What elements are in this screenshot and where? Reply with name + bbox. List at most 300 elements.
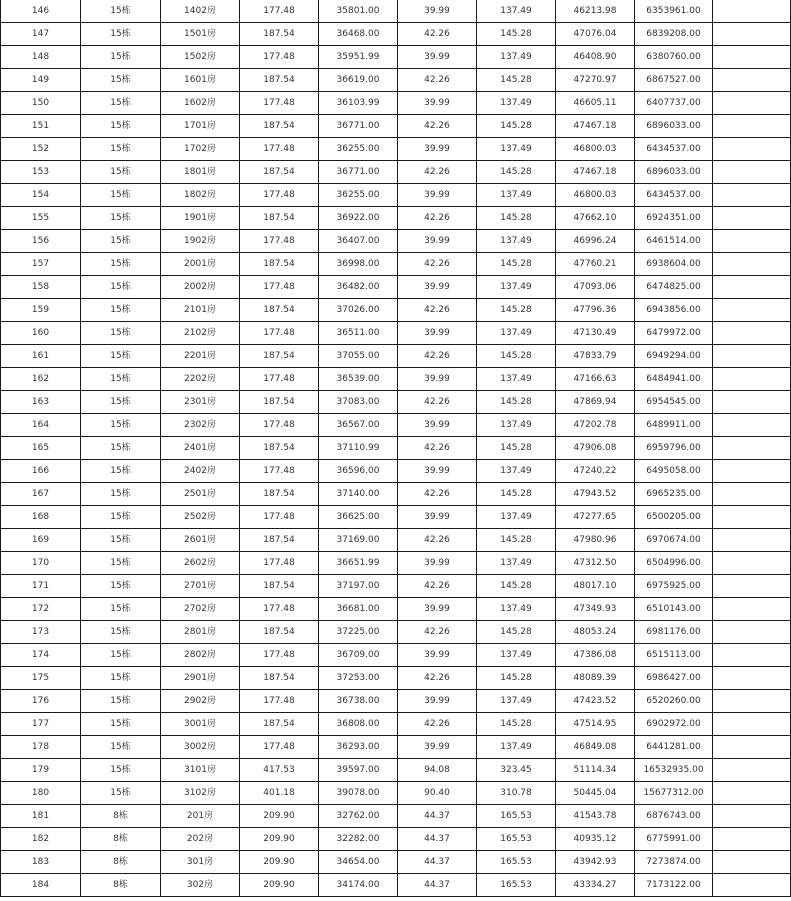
- area-cell: 177.48: [240, 690, 319, 713]
- shared-area-cell: 42.26: [398, 253, 477, 276]
- inner-unit-price-cell: 48053.24: [556, 621, 635, 644]
- inner-area-cell: 137.49: [477, 0, 556, 23]
- shared-area-cell: 39.99: [398, 46, 477, 69]
- area-cell: 177.48: [240, 322, 319, 345]
- unit-cell: 2201房: [161, 345, 240, 368]
- table-row: [1, 368, 791, 391]
- unit-cell: 302房: [161, 874, 240, 897]
- unit-cell: 3102房: [161, 782, 240, 805]
- remark-cell: [713, 529, 791, 552]
- shared-area-cell: 42.26: [398, 115, 477, 138]
- total-price-cell: 6495058.00: [635, 460, 713, 483]
- inner-area-cell: 145.28: [477, 529, 556, 552]
- unit-cell: 2101房: [161, 299, 240, 322]
- unit-cell: 2002房: [161, 276, 240, 299]
- total-price-cell: 6407737.00: [635, 92, 713, 115]
- area-cell: 177.48: [240, 92, 319, 115]
- unit-cell: 2802房: [161, 644, 240, 667]
- row-number-cell: 170: [1, 552, 81, 575]
- unit-price-cell: 36681.00: [319, 598, 398, 621]
- inner-area-cell: 137.49: [477, 736, 556, 759]
- inner-area-cell: 137.49: [477, 552, 556, 575]
- total-price-cell: 6380760.00: [635, 46, 713, 69]
- shared-area-cell: 42.26: [398, 391, 477, 414]
- inner-unit-price-cell: 47943.52: [556, 483, 635, 506]
- inner-area-cell: 145.28: [477, 299, 556, 322]
- shared-area-cell: 42.26: [398, 207, 477, 230]
- unit-cell: 2602房: [161, 552, 240, 575]
- remark-cell: [713, 414, 791, 437]
- row-number-cell: 178: [1, 736, 81, 759]
- building-cell: 8栋: [81, 874, 161, 897]
- remark-cell: [713, 322, 791, 345]
- unit-cell: 2401房: [161, 437, 240, 460]
- row-number-cell: 173: [1, 621, 81, 644]
- shared-area-cell: 39.99: [398, 690, 477, 713]
- remark-cell: [713, 92, 791, 115]
- area-cell: 209.90: [240, 805, 319, 828]
- remark-cell: [713, 115, 791, 138]
- remark-cell: [713, 207, 791, 230]
- unit-cell: 2302房: [161, 414, 240, 437]
- building-cell: 15栋: [81, 437, 161, 460]
- row-number-cell: 169: [1, 529, 81, 552]
- table-row: [1, 161, 791, 184]
- table-row: [1, 529, 791, 552]
- table-row: [1, 92, 791, 115]
- inner-unit-price-cell: 47796.36: [556, 299, 635, 322]
- table-row: [1, 46, 791, 69]
- shared-area-cell: 44.37: [398, 828, 477, 851]
- inner-unit-price-cell: 47166.63: [556, 368, 635, 391]
- total-price-cell: 6775991.00: [635, 828, 713, 851]
- building-cell: 15栋: [81, 575, 161, 598]
- row-number-cell: 149: [1, 69, 81, 92]
- table-row: [1, 276, 791, 299]
- unit-price-cell: 36539.00: [319, 368, 398, 391]
- building-cell: 15栋: [81, 299, 161, 322]
- area-cell: 187.54: [240, 23, 319, 46]
- row-number-cell: 182: [1, 828, 81, 851]
- inner-area-cell: 145.28: [477, 391, 556, 414]
- inner-unit-price-cell: 47467.18: [556, 161, 635, 184]
- total-price-cell: 6484941.00: [635, 368, 713, 391]
- row-number-cell: 152: [1, 138, 81, 161]
- area-cell: 187.54: [240, 391, 319, 414]
- remark-cell: [713, 161, 791, 184]
- shared-area-cell: 39.99: [398, 138, 477, 161]
- area-cell: 187.54: [240, 207, 319, 230]
- shared-area-cell: 39.99: [398, 184, 477, 207]
- shared-area-cell: 39.99: [398, 460, 477, 483]
- unit-price-cell: 36709.00: [319, 644, 398, 667]
- building-cell: 15栋: [81, 276, 161, 299]
- inner-unit-price-cell: 47270.97: [556, 69, 635, 92]
- building-cell: 15栋: [81, 23, 161, 46]
- remark-cell: [713, 391, 791, 414]
- unit-price-cell: 36293.00: [319, 736, 398, 759]
- building-cell: 15栋: [81, 644, 161, 667]
- remark-cell: [713, 368, 791, 391]
- building-cell: 15栋: [81, 46, 161, 69]
- inner-area-cell: 145.28: [477, 207, 556, 230]
- building-cell: 15栋: [81, 138, 161, 161]
- total-price-cell: 6867527.00: [635, 69, 713, 92]
- total-price-cell: 7273874.00: [635, 851, 713, 874]
- inner-area-cell: 137.49: [477, 322, 556, 345]
- row-number-cell: 146: [1, 0, 81, 23]
- inner-area-cell: 310.78: [477, 782, 556, 805]
- row-number-cell: 158: [1, 276, 81, 299]
- building-cell: 15栋: [81, 322, 161, 345]
- unit-price-cell: 37055.00: [319, 345, 398, 368]
- unit-price-cell: 39078.00: [319, 782, 398, 805]
- unit-price-cell: 37140.00: [319, 483, 398, 506]
- total-price-cell: 6981176.00: [635, 621, 713, 644]
- shared-area-cell: 42.26: [398, 667, 477, 690]
- unit-price-cell: 37169.00: [319, 529, 398, 552]
- row-number-cell: 151: [1, 115, 81, 138]
- area-cell: 177.48: [240, 184, 319, 207]
- total-price-cell: 6965235.00: [635, 483, 713, 506]
- row-number-cell: 175: [1, 667, 81, 690]
- inner-unit-price-cell: 47906.08: [556, 437, 635, 460]
- table-row: [1, 207, 791, 230]
- inner-unit-price-cell: 47833.79: [556, 345, 635, 368]
- unit-price-cell: 37197.00: [319, 575, 398, 598]
- inner-unit-price-cell: 47980.96: [556, 529, 635, 552]
- unit-cell: 2501房: [161, 483, 240, 506]
- row-number-cell: 171: [1, 575, 81, 598]
- total-price-cell: 6489911.00: [635, 414, 713, 437]
- table-row: [1, 345, 791, 368]
- inner-unit-price-cell: 43334.27: [556, 874, 635, 897]
- total-price-cell: 6441281.00: [635, 736, 713, 759]
- unit-cell: 1602房: [161, 92, 240, 115]
- inner-unit-price-cell: 47662.10: [556, 207, 635, 230]
- remark-cell: [713, 644, 791, 667]
- inner-area-cell: 145.28: [477, 713, 556, 736]
- table-row: [1, 506, 791, 529]
- total-price-cell: 6876743.00: [635, 805, 713, 828]
- unit-price-cell: 35951.99: [319, 46, 398, 69]
- shared-area-cell: 39.99: [398, 230, 477, 253]
- inner-area-cell: 137.49: [477, 414, 556, 437]
- area-cell: 187.54: [240, 575, 319, 598]
- total-price-cell: 15677312.00: [635, 782, 713, 805]
- unit-price-cell: 36596.00: [319, 460, 398, 483]
- inner-unit-price-cell: 46996.24: [556, 230, 635, 253]
- unit-cell: 1902房: [161, 230, 240, 253]
- row-number-cell: 161: [1, 345, 81, 368]
- area-cell: 177.48: [240, 230, 319, 253]
- unit-price-cell: 36567.00: [319, 414, 398, 437]
- inner-unit-price-cell: 47386.08: [556, 644, 635, 667]
- inner-unit-price-cell: 46408.90: [556, 46, 635, 69]
- row-number-cell: 163: [1, 391, 81, 414]
- area-cell: 177.48: [240, 414, 319, 437]
- inner-area-cell: 165.53: [477, 874, 556, 897]
- area-cell: 177.48: [240, 736, 319, 759]
- unit-price-cell: 36407.00: [319, 230, 398, 253]
- unit-cell: 2102房: [161, 322, 240, 345]
- shared-area-cell: 42.26: [398, 621, 477, 644]
- shared-area-cell: 39.99: [398, 598, 477, 621]
- building-cell: 15栋: [81, 207, 161, 230]
- area-cell: 177.48: [240, 506, 319, 529]
- total-price-cell: 6434537.00: [635, 184, 713, 207]
- area-cell: 187.54: [240, 253, 319, 276]
- table-row: [1, 483, 791, 506]
- row-number-cell: 164: [1, 414, 81, 437]
- unit-price-cell: 36651.99: [319, 552, 398, 575]
- row-number-cell: 153: [1, 161, 81, 184]
- inner-area-cell: 137.49: [477, 506, 556, 529]
- shared-area-cell: 42.26: [398, 23, 477, 46]
- unit-cell: 2301房: [161, 391, 240, 414]
- area-cell: 187.54: [240, 621, 319, 644]
- row-number-cell: 147: [1, 23, 81, 46]
- inner-area-cell: 145.28: [477, 23, 556, 46]
- total-price-cell: 6949294.00: [635, 345, 713, 368]
- inner-unit-price-cell: 51114.34: [556, 759, 635, 782]
- row-number-cell: 181: [1, 805, 81, 828]
- unit-price-cell: 32282.00: [319, 828, 398, 851]
- inner-unit-price-cell: 47240.22: [556, 460, 635, 483]
- area-cell: 187.54: [240, 161, 319, 184]
- table-row: [1, 759, 791, 782]
- table-row: [1, 69, 791, 92]
- total-price-cell: 6954545.00: [635, 391, 713, 414]
- inner-area-cell: 145.28: [477, 667, 556, 690]
- shared-area-cell: 42.26: [398, 437, 477, 460]
- inner-unit-price-cell: 46213.98: [556, 0, 635, 23]
- row-number-cell: 165: [1, 437, 81, 460]
- area-cell: 187.54: [240, 69, 319, 92]
- total-price-cell: 7173122.00: [635, 874, 713, 897]
- inner-unit-price-cell: 46849.08: [556, 736, 635, 759]
- table-row: [1, 115, 791, 138]
- building-cell: 8栋: [81, 805, 161, 828]
- remark-cell: [713, 460, 791, 483]
- row-number-cell: 172: [1, 598, 81, 621]
- area-cell: 187.54: [240, 667, 319, 690]
- shared-area-cell: 42.26: [398, 345, 477, 368]
- unit-cell: 202房: [161, 828, 240, 851]
- table-row: [1, 414, 791, 437]
- inner-area-cell: 137.49: [477, 460, 556, 483]
- table-row: [1, 253, 791, 276]
- shared-area-cell: 44.37: [398, 805, 477, 828]
- remark-cell: [713, 828, 791, 851]
- remark-cell: [713, 667, 791, 690]
- unit-price-cell: 32762.00: [319, 805, 398, 828]
- building-cell: 15栋: [81, 506, 161, 529]
- inner-unit-price-cell: 46800.03: [556, 138, 635, 161]
- building-cell: 8栋: [81, 851, 161, 874]
- table-row: [1, 322, 791, 345]
- area-cell: 177.48: [240, 46, 319, 69]
- inner-unit-price-cell: 47076.04: [556, 23, 635, 46]
- unit-cell: 2702房: [161, 598, 240, 621]
- inner-unit-price-cell: 47760.21: [556, 253, 635, 276]
- building-cell: 15栋: [81, 690, 161, 713]
- total-price-cell: 6461514.00: [635, 230, 713, 253]
- row-number-cell: 157: [1, 253, 81, 276]
- inner-area-cell: 137.49: [477, 46, 556, 69]
- unit-cell: 3101房: [161, 759, 240, 782]
- unit-price-cell: 36511.00: [319, 322, 398, 345]
- shared-area-cell: 42.26: [398, 575, 477, 598]
- remark-cell: [713, 483, 791, 506]
- area-cell: 177.48: [240, 276, 319, 299]
- row-number-cell: 168: [1, 506, 81, 529]
- total-price-cell: 6434537.00: [635, 138, 713, 161]
- row-number-cell: 167: [1, 483, 81, 506]
- shared-area-cell: 90.40: [398, 782, 477, 805]
- shared-area-cell: 39.99: [398, 506, 477, 529]
- building-cell: 8栋: [81, 828, 161, 851]
- row-number-cell: 154: [1, 184, 81, 207]
- unit-price-cell: 39597.00: [319, 759, 398, 782]
- unit-cell: 1701房: [161, 115, 240, 138]
- row-number-cell: 174: [1, 644, 81, 667]
- inner-area-cell: 137.49: [477, 276, 556, 299]
- unit-cell: 1901房: [161, 207, 240, 230]
- table-row: [1, 874, 791, 897]
- building-cell: 15栋: [81, 552, 161, 575]
- unit-cell: 3001房: [161, 713, 240, 736]
- inner-area-cell: 137.49: [477, 184, 556, 207]
- area-cell: 187.54: [240, 299, 319, 322]
- shared-area-cell: 39.99: [398, 368, 477, 391]
- table-row: [1, 575, 791, 598]
- row-number-cell: 184: [1, 874, 81, 897]
- unit-price-cell: 37225.00: [319, 621, 398, 644]
- unit-cell: 301房: [161, 851, 240, 874]
- remark-cell: [713, 598, 791, 621]
- remark-cell: [713, 782, 791, 805]
- building-cell: 15栋: [81, 736, 161, 759]
- building-cell: 15栋: [81, 391, 161, 414]
- inner-unit-price-cell: 47514.95: [556, 713, 635, 736]
- inner-area-cell: 145.28: [477, 483, 556, 506]
- shared-area-cell: 39.99: [398, 736, 477, 759]
- inner-area-cell: 145.28: [477, 253, 556, 276]
- row-number-cell: 177: [1, 713, 81, 736]
- unit-price-cell: 36922.00: [319, 207, 398, 230]
- remark-cell: [713, 276, 791, 299]
- total-price-cell: 6479972.00: [635, 322, 713, 345]
- building-cell: 15栋: [81, 414, 161, 437]
- building-cell: 15栋: [81, 667, 161, 690]
- row-number-cell: 150: [1, 92, 81, 115]
- building-cell: 15栋: [81, 759, 161, 782]
- inner-area-cell: 137.49: [477, 690, 556, 713]
- area-cell: 417.53: [240, 759, 319, 782]
- table-row: [1, 828, 791, 851]
- unit-cell: 2202房: [161, 368, 240, 391]
- unit-cell: 3002房: [161, 736, 240, 759]
- shared-area-cell: 42.26: [398, 299, 477, 322]
- unit-cell: 1702房: [161, 138, 240, 161]
- area-cell: 187.54: [240, 713, 319, 736]
- total-price-cell: 6515113.00: [635, 644, 713, 667]
- inner-area-cell: 165.53: [477, 828, 556, 851]
- row-number-cell: 162: [1, 368, 81, 391]
- shared-area-cell: 39.99: [398, 276, 477, 299]
- area-cell: 177.48: [240, 138, 319, 161]
- unit-price-cell: 34654.00: [319, 851, 398, 874]
- total-price-cell: 6896033.00: [635, 161, 713, 184]
- remark-cell: [713, 138, 791, 161]
- total-price-cell: 6896033.00: [635, 115, 713, 138]
- total-price-cell: 6504996.00: [635, 552, 713, 575]
- row-number-cell: 176: [1, 690, 81, 713]
- total-price-cell: 6474825.00: [635, 276, 713, 299]
- unit-price-cell: 36468.00: [319, 23, 398, 46]
- shared-area-cell: 42.26: [398, 483, 477, 506]
- inner-unit-price-cell: 47869.94: [556, 391, 635, 414]
- table-row: [1, 598, 791, 621]
- remark-cell: [713, 851, 791, 874]
- unit-price-cell: 37253.00: [319, 667, 398, 690]
- remark-cell: [713, 69, 791, 92]
- inner-area-cell: 137.49: [477, 230, 556, 253]
- table-row: [1, 437, 791, 460]
- table-row: [1, 667, 791, 690]
- area-cell: 187.54: [240, 529, 319, 552]
- area-cell: 177.48: [240, 598, 319, 621]
- shared-area-cell: 39.99: [398, 322, 477, 345]
- table-row: [1, 644, 791, 667]
- inner-area-cell: 145.28: [477, 437, 556, 460]
- inner-unit-price-cell: 47349.93: [556, 598, 635, 621]
- inner-unit-price-cell: 46800.03: [556, 184, 635, 207]
- building-cell: 15栋: [81, 230, 161, 253]
- remark-cell: [713, 805, 791, 828]
- building-cell: 15栋: [81, 161, 161, 184]
- total-price-cell: 6938604.00: [635, 253, 713, 276]
- unit-cell: 2502房: [161, 506, 240, 529]
- unit-price-cell: 36998.00: [319, 253, 398, 276]
- area-cell: 401.18: [240, 782, 319, 805]
- remark-cell: [713, 184, 791, 207]
- table-row: [1, 552, 791, 575]
- inner-area-cell: 137.49: [477, 92, 556, 115]
- table-body: [1, 0, 791, 897]
- unit-price-cell: 37026.00: [319, 299, 398, 322]
- area-cell: 177.48: [240, 460, 319, 483]
- total-price-cell: 6959796.00: [635, 437, 713, 460]
- row-number-cell: 160: [1, 322, 81, 345]
- remark-cell: [713, 299, 791, 322]
- shared-area-cell: 42.26: [398, 713, 477, 736]
- remark-cell: [713, 736, 791, 759]
- inner-area-cell: 145.28: [477, 621, 556, 644]
- building-cell: 15栋: [81, 621, 161, 644]
- area-cell: 177.48: [240, 644, 319, 667]
- remark-cell: [713, 621, 791, 644]
- table-row: [1, 736, 791, 759]
- unit-cell: 2001房: [161, 253, 240, 276]
- inner-area-cell: 137.49: [477, 138, 556, 161]
- remark-cell: [713, 253, 791, 276]
- inner-unit-price-cell: 40935.12: [556, 828, 635, 851]
- unit-cell: 1601房: [161, 69, 240, 92]
- inner-area-cell: 145.28: [477, 575, 556, 598]
- unit-cell: 1402房: [161, 0, 240, 23]
